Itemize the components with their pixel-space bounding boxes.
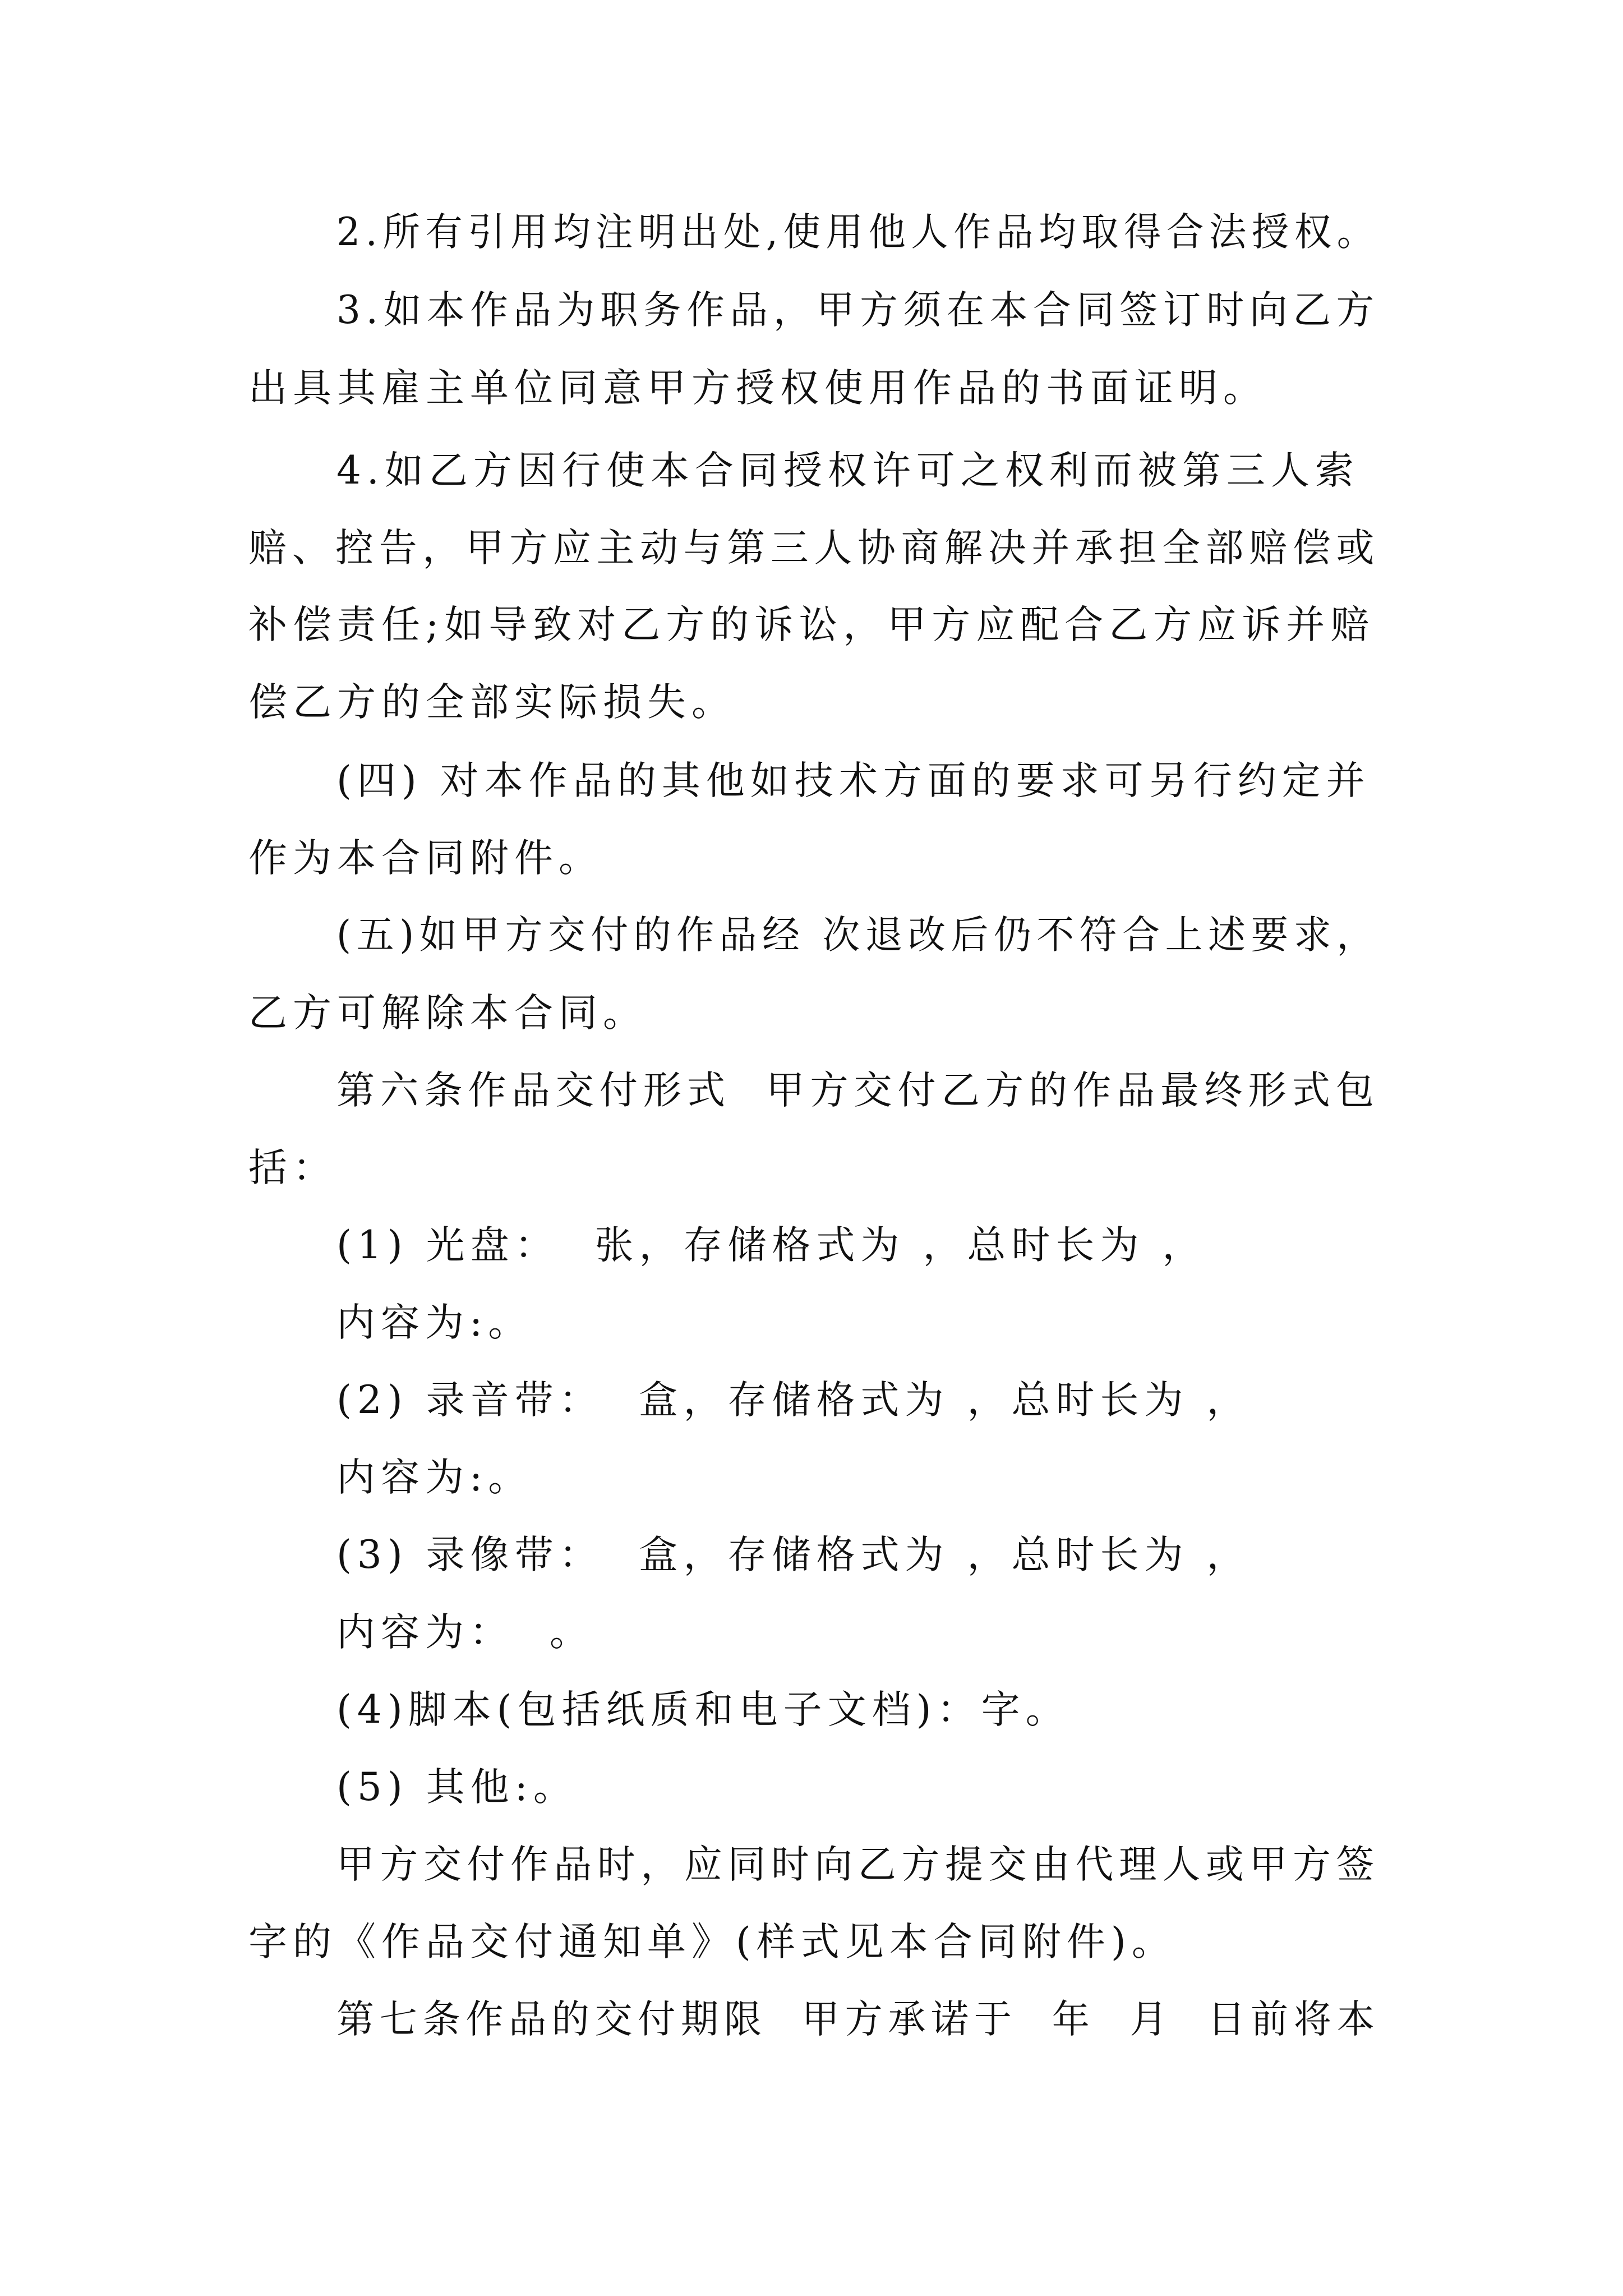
text-line-1: 2.所有引用均注明出处,使用他人作品均取得合法授权。 bbox=[336, 210, 1380, 255]
text-line-17: 内容为:。 bbox=[336, 1455, 533, 1500]
text-line-19: 内容为： 。 bbox=[336, 1610, 594, 1655]
text-line-7: 偿乙方的全部实际损失。 bbox=[248, 680, 736, 725]
text-line-16: (2) 录音带： 盒，存储格式为 ，总时长为 ， bbox=[336, 1378, 1251, 1423]
text-line-21: (5) 其他:。 bbox=[336, 1765, 578, 1810]
text-line-5: 赔、控告，甲方应主动与第三人协商解决并承担全部赔偿或 bbox=[248, 526, 1380, 570]
text-line-15: 内容为:。 bbox=[336, 1300, 533, 1345]
text-line-22: 甲方交付作品时，应同时向乙方提交由代理人或甲方签 bbox=[336, 1842, 1380, 1887]
text-line-11: 乙方可解除本合同。 bbox=[248, 991, 647, 1036]
text-line-18: (3) 录像带： 盒，存储格式为 ，总时长为 ， bbox=[336, 1533, 1251, 1577]
text-line-13: 括： bbox=[248, 1145, 337, 1190]
text-line-23: 字的《作品交付通知单》(样式见本合同附件)。 bbox=[248, 1920, 1176, 1964]
text-line-14: (1) 光盘： 张，存储格式为 ，总时长为 ， bbox=[336, 1223, 1207, 1268]
text-line-20: (4)脚本(包括纸质和电子文档)：字。 bbox=[336, 1687, 1070, 1732]
text-line-24: 第七条作品的交付期限 甲方承诺于 年 月 日前将本 bbox=[336, 1997, 1380, 2042]
text-line-9: 作为本合同附件。 bbox=[248, 836, 603, 881]
text-line-10: (五)如甲方交付的作品经 次退改后仍不符合上述要求， bbox=[336, 913, 1380, 958]
text-line-8: (四) 对本作品的其他如技术方面的要求可另行约定并 bbox=[336, 758, 1371, 803]
text-line-3: 出具其雇主单位同意甲方授权使用作品的书面证明。 bbox=[248, 366, 1267, 411]
text-line-2: 3.如本作品为职务作品，甲方须在本合同签订时向乙方 bbox=[336, 288, 1380, 333]
text-line-4: 4.如乙方因行使本合同授权许可之权利而被第三人索 bbox=[336, 448, 1359, 493]
text-line-6: 补偿责任;如导致对乙方的诉讼，甲方应配合乙方应诉并赔 bbox=[248, 602, 1375, 647]
text-line-12: 第六条作品交付形式 甲方交付乙方的作品最终形式包 bbox=[336, 1068, 1380, 1113]
